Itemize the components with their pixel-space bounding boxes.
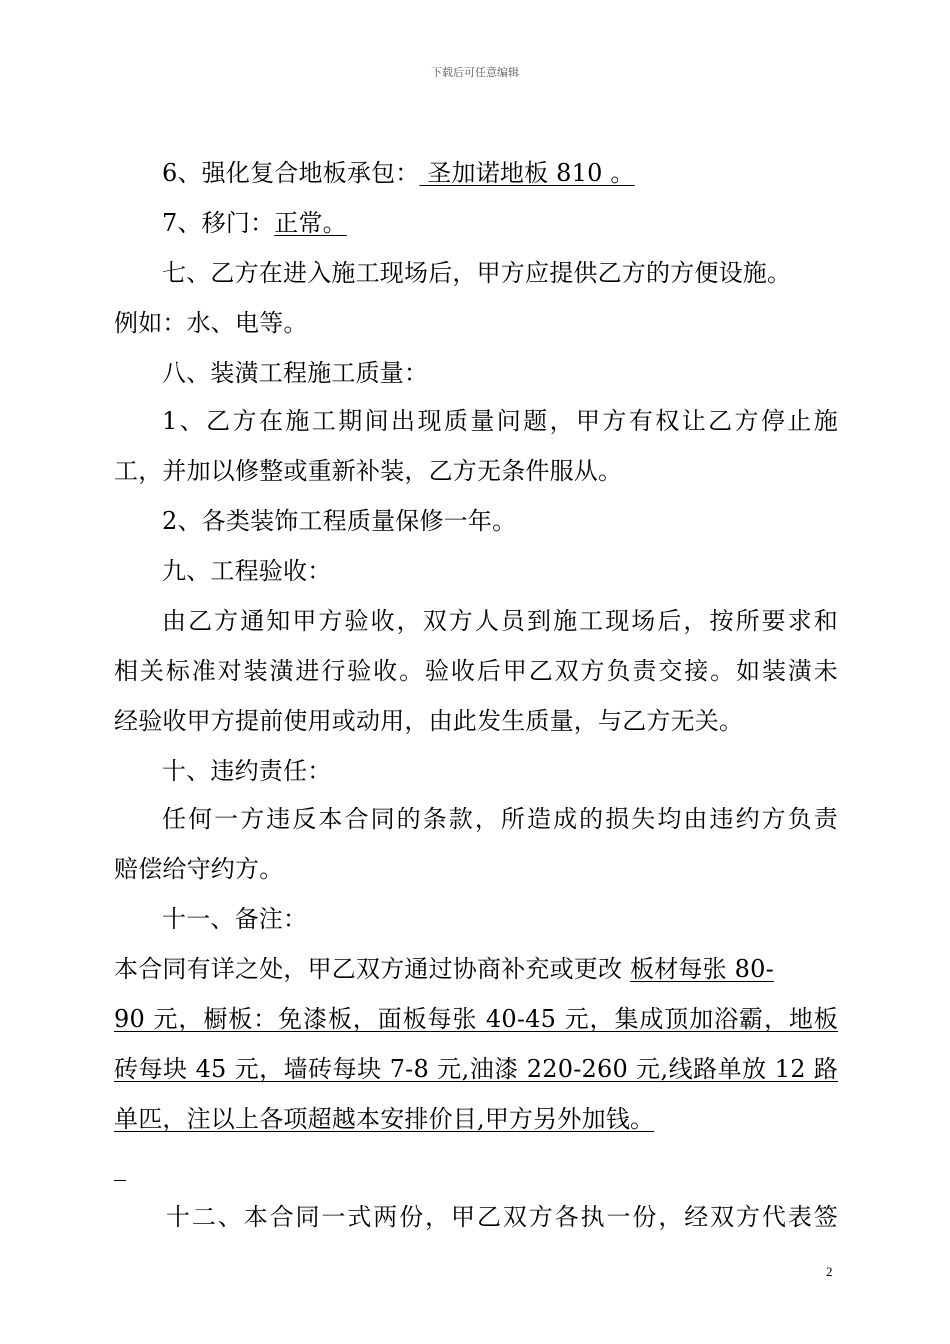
blank-underline xyxy=(114,1180,126,1181)
page-number: 2 xyxy=(826,1264,833,1279)
section-11-line-1-value: 板材每张 80- xyxy=(630,955,774,983)
section-12-line-1: 十二、本合同一式两份，甲乙双方各执一份，经双方代表签 xyxy=(166,1203,838,1231)
item-6-line xyxy=(162,156,886,190)
section-10-line-1: 任何一方违反本合同的条款，所造成的损失均由违约方负责 xyxy=(162,805,838,833)
section-8-item-2: 2、各类装饰工程质量保修一年。 xyxy=(162,507,517,535)
section-7-line-1: 七、乙方在进入施工现场后，甲方应提供乙方的方便设施。 xyxy=(162,259,792,287)
item-6-value: 圣加诺地板 810 。 xyxy=(419,159,635,187)
page-header-note: 下载后可任意编辑 xyxy=(431,66,519,79)
section-10-title: 十、违约责任： xyxy=(162,757,332,785)
section-11-line-1 xyxy=(114,952,838,986)
item-6-label: 6、强化复合地板承包： xyxy=(162,159,420,187)
item-7-label: 7、移门： xyxy=(162,209,275,237)
section-11-line-4: 单匹，注以上各项超越本安排价目,甲方另外加钱。 xyxy=(114,1105,655,1133)
item-7-value: 正常。 xyxy=(274,209,347,237)
section-9-line-1: 由乙方通知甲方验收，双方人员到施工现场后，按所要求和 xyxy=(162,607,838,635)
section-8-title: 八、装潢工程施工质量： xyxy=(162,359,429,387)
section-11-line-1-text: 本合同有详之处，甲乙双方通过协商补充或更改 xyxy=(114,955,631,983)
section-11-line-3: 砖每块 45 元，墙砖每块 7-8 元,油漆 220-260 元,线路单放 12 路 xyxy=(114,1055,838,1083)
section-7-line-2: 例如：水、电等。 xyxy=(114,309,308,337)
section-8-item-1-line-2: 工，并加以修整或重新补装，乙方无条件服从。 xyxy=(114,457,623,485)
item-7-line xyxy=(162,206,886,240)
section-9-title: 九、工程验收： xyxy=(162,557,332,585)
section-11-title: 十一、备注： xyxy=(162,905,308,933)
section-8-item-1-line-1: 1、乙方在施工期间出现质量问题，甲方有权让乙方停止施 xyxy=(162,407,838,435)
section-11-line-2: 90 元，橱板：免漆板，面板每张 40-45 元，集成顶加浴霸，地板 xyxy=(114,1005,838,1033)
section-10-line-2: 赔偿给守约方。 xyxy=(114,855,284,883)
section-9-line-3: 经验收甲方提前使用或动用，由此发生质量，与乙方无关。 xyxy=(114,707,744,735)
section-9-line-2: 相关标准对装潢进行验收。验收后甲乙双方负责交接。如装潢未 xyxy=(114,657,838,685)
